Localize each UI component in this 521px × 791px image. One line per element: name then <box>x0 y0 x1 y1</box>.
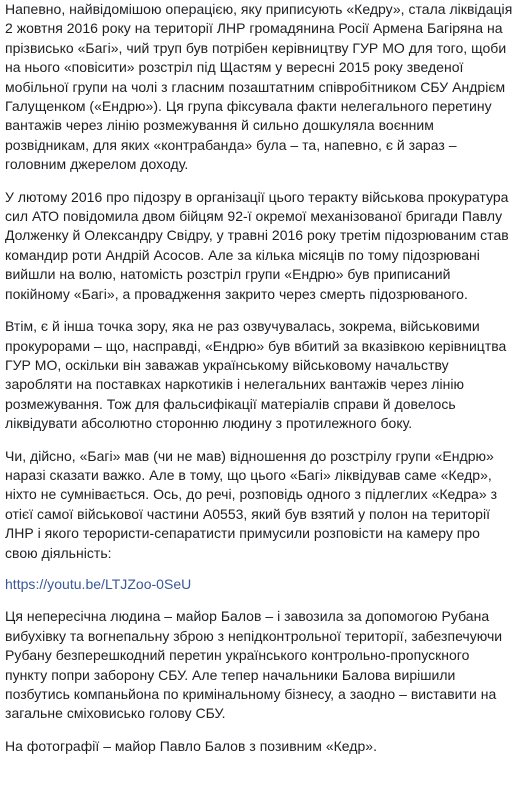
paragraph-3: Втім, є й інша точка зору, яка не раз озвучувалась, зокрема, військовими прокурорами – що, насправді, «Ендрю» був вбитий за вказівкою керівництва ГУР МО, оскільки він заважав українському військовому начальству заробляти на поставках наркотиків і нелегальних вантажів через лінію розмежування. Тож для фальсифікації матеріалів справи й довелось ліквідувати абсолютно сторонню людину з протилежного боку. <box>5 318 507 432</box>
paragraph-6: На фотографії – майор Павло Балов з позивним «Кедр». <box>5 737 378 754</box>
paragraph-1: Напевно, найвідомішою операцією, яку приписують «Кедру», стала ліквідація 2 жовтня 2016 року на території ЛНР громадянина Росії Армена Багіряна на прізвисько «Багі», чий труп був потрібен керівництву ГУР МО для того, щоби на нього «повісити» розстріл під Щастям у вересні 2015 року зведеної мобільної групи на чолі з гласним позаштатним співробітником СБУ Андрієм Галущенком («Ендрю»). Ця група фіксувала факти нелегального перетину вантажів через лінію розмежування й сильно дошкуляла воєнним розвідникам, для яких «контрабанда» була – та, напевно, є й зараз – головним джерелом доходу. <box>5 1 513 173</box>
paragraph-2: У лютому 2016 про підозру в організації цього теракту військова прокуратура сил АТО повідомила двом бійцям 92-ї окремої механізованої бригади Павлу Долженку й Олександру Свідру, у травні 2016 року третім підозрюваним став командир роти Андрій Асосов. Але за кілька місяців по тому підозрювані вийшли на волю, натомість розстріл групи «Ендрю» був приписаний покійному «Багі», а провадження закрито через смерть підозрюваного. <box>5 188 509 302</box>
youtube-link[interactable]: https://youtu.be/LTJZoo-0SeU <box>5 575 192 592</box>
paragraph-5: Ця непересічна людина – майор Балов – і завозила за допомогою Рубана вибухівку та вогнепальну зброю з непідконтрольної території, забезпечуючи Рубану безперешкодний перетин українського контрольно-пропускного пункту попри заборону СБУ. Але тепер начальники Балова вирішили позбутись компаньйона по кримінальному бізнесу, а заодно – виставити на загальне сміховисько голову СБУ. <box>5 608 503 722</box>
link-paragraph <box>5 575 515 594</box>
paragraph-4: Чи, дійсно, «Багі» мав (чи не мав) відношення до розстрілу групи «Ендрю» наразі сказати важко. Але в тому, що цього «Багі» ліквідував саме «Кедр», ніхто не сумнівається. Ось, до речі, розповідь одного з підлеглих «Кедра» з отієї самої військової частини А0553, який був взятий у полон на території ЛНР і якого терористи-сепаратисти примусили розповісти на камеру про свою діяльність: <box>5 447 498 561</box>
